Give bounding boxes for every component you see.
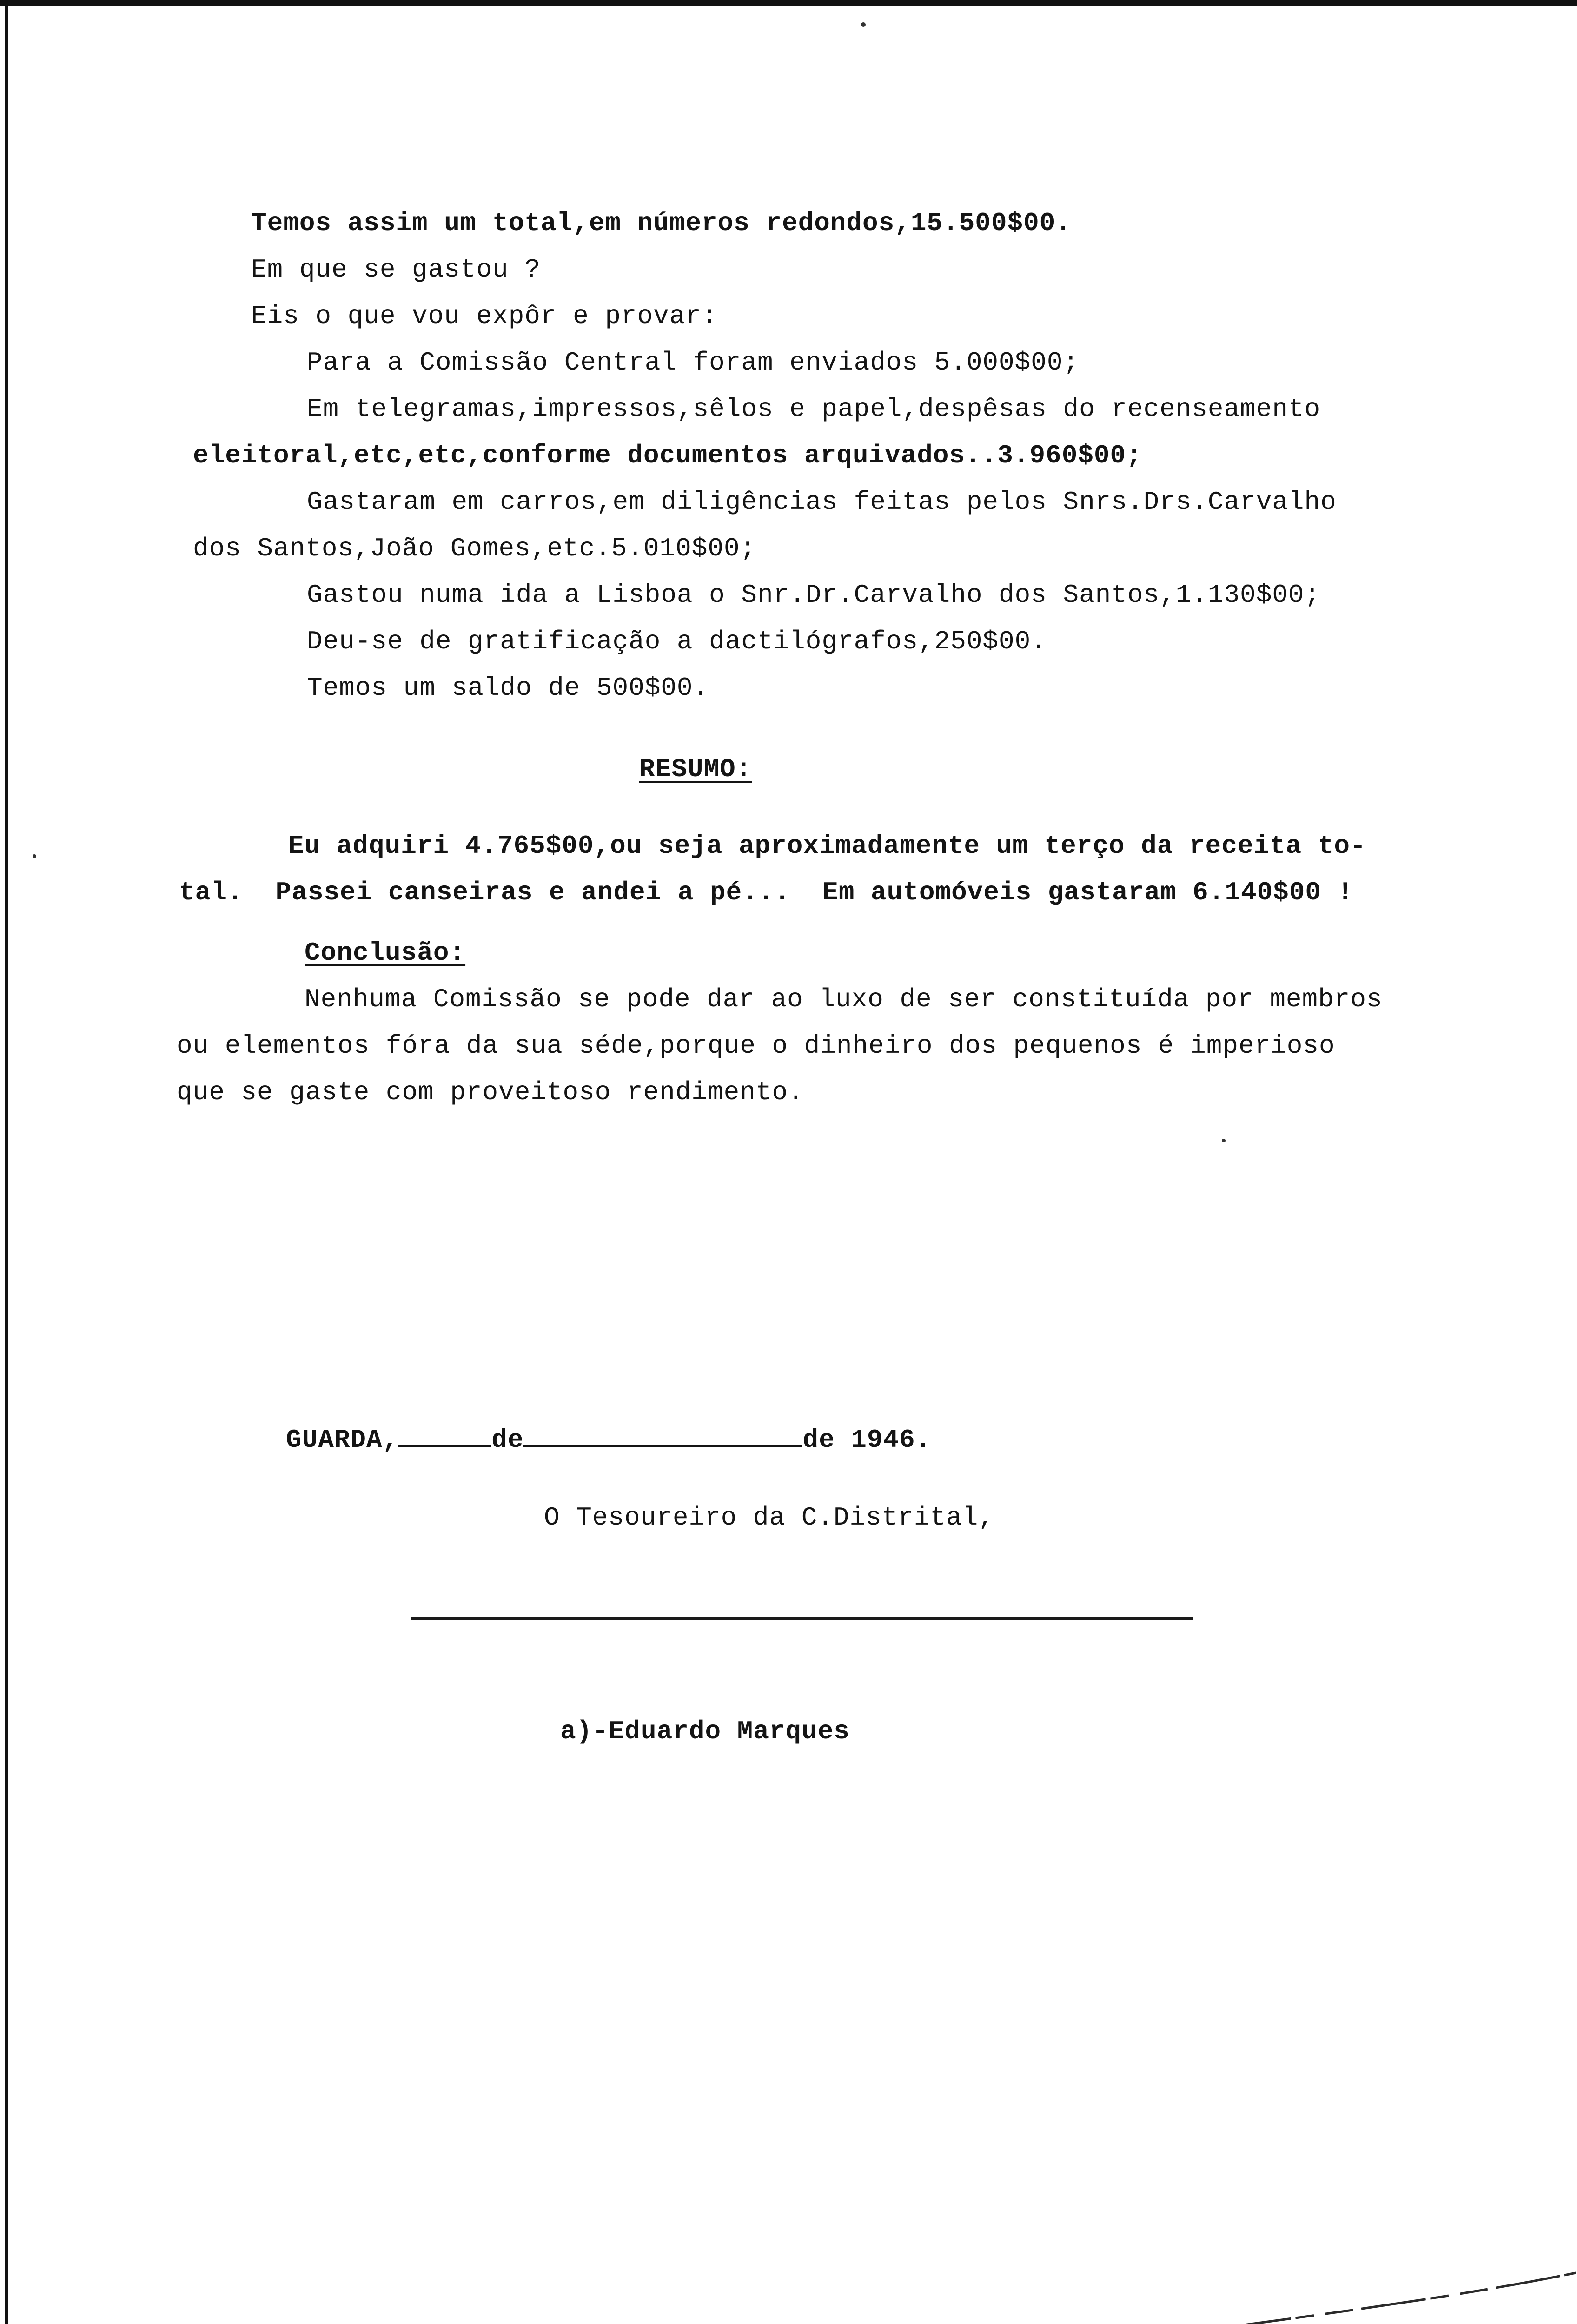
date-place: GUARDA, [286, 1425, 399, 1455]
body-line-5: Em telegramas,impressos,sêlos e papel,despêsas do recenseamento [307, 394, 1321, 424]
body-line-10: Deu-se de gratificação a dactilógrafos,250$00. [307, 627, 1047, 656]
date-de-1: de [491, 1425, 524, 1455]
resumo-heading: RESUMO: [639, 754, 752, 784]
body-line-3: Eis o que vou expôr e provar: [251, 301, 718, 331]
conclusao-heading: Conclusão: [305, 938, 466, 968]
resumo-line-1: Eu adquiri 4.765$00,ou seja aproximadamente um terço da receita to- [288, 831, 1366, 861]
scan-speck [861, 22, 866, 27]
signature-line [411, 1617, 1193, 1620]
scan-border-top [0, 0, 1577, 6]
body-line-11: Temos um saldo de 500$00. [307, 673, 709, 703]
conclusao-line-3: que se gaste com proveitoso rendimento. [177, 1077, 804, 1107]
date-de-2: de 1946. [802, 1425, 932, 1455]
conclusao-line-2: ou elementos fóra da sua séde,porque o dinheiro dos pequenos é imperioso [177, 1031, 1335, 1061]
conclusao-line-1: Nenhuma Comissão se pode dar ao luxo de ser constituída por membros [305, 984, 1383, 1014]
body-line-9: Gastou numa ida a Lisboa o Snr.Dr.Carvalho dos Santos,1.130$00; [307, 580, 1321, 610]
body-line-8: dos Santos,João Gomes,etc.5.010$00; [193, 534, 756, 563]
pen-stroke-mark [786, 2264, 1576, 2324]
body-line-1: Temos assim um total,em números redondos,15.500$00. [251, 208, 1072, 238]
date-day-blank [398, 1422, 491, 1447]
body-line-2: Em que se gastou ? [251, 255, 541, 284]
signatory-title: O Tesoureiro da C.Distrital, [544, 1503, 994, 1532]
date-line [286, 1422, 931, 1456]
signatory-name: a)-Eduardo Marques [560, 1717, 850, 1746]
body-line-4: Para a Comissão Central foram enviados 5.000$00; [307, 348, 1080, 377]
scan-speck [1222, 1139, 1226, 1142]
body-line-6: eleitoral,etc,etc,conforme documentos arquivados..3.960$00; [193, 441, 1142, 470]
scan-speck [33, 854, 36, 858]
date-month-blank [523, 1422, 802, 1447]
scan-border-left [5, 0, 8, 2324]
resumo-line-2: tal. Passei canseiras e andei a pé... Em automóveis gastaram 6.140$00 ! [179, 878, 1354, 907]
body-line-7: Gastaram em carros,em diligências feitas pelos Snrs.Drs.Carvalho [307, 487, 1337, 517]
